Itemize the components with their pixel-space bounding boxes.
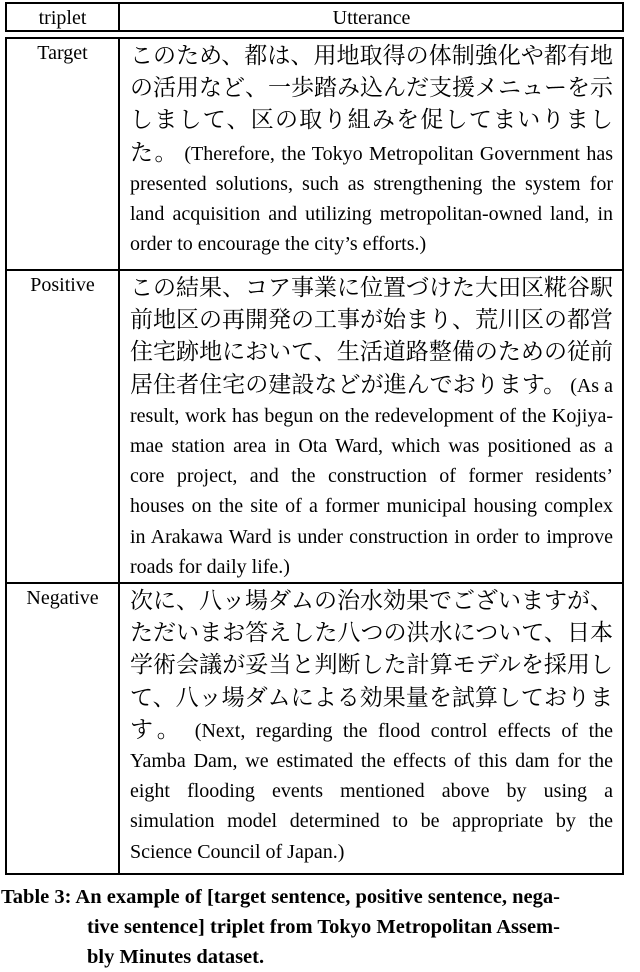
- caption-line-1: Table 3: An example of [target sentence, positive sentence, nega-: [1, 886, 560, 908]
- header-cell-triplet: triplet: [7, 4, 120, 30]
- utterance-cell-target: [120, 39, 622, 269]
- header-cell-utterance: Utterance: [332, 7, 411, 29]
- positive-english-translation: (As a result, work has begun on the redevelopment of the Kojiya-mae station area in Ota Ward, which was positioned as a core project, and the construction of former residents’ houses on the site of a former municipal housing complex in Arakawa Ward is under construction in order to improve roads for daily life.): [130, 374, 614, 578]
- row-label-negative: Negative: [7, 584, 120, 873]
- utterance-cell-positive: [120, 271, 622, 582]
- table-row-target: [7, 39, 622, 269]
- negative-japanese-text: 次に、八ッ場ダムの治水効果でございますが、ただいまお答えした八つの洪水について、日本学術会議が妥当と判断した計算モデルを採用して、八ッ場ダムによる効果量を試算しております。: [130, 588, 613, 742]
- table-body: [5, 37, 624, 875]
- table-row-negative: [7, 582, 622, 873]
- table-row-positive: [7, 269, 622, 582]
- positive-japanese-text: この結果、コア事業に位置づけた大田区糀谷駅前地区の再開発の工事が始まり、荒川区の都営住宅跡地において、生活道路整備のための従前居住者住宅の建設などが進んでおります。: [130, 275, 613, 397]
- target-japanese-text: このため、都は、用地取得の体制強化や都有地の活用など、一歩踏み込んだ支援メニューを示しまして、区の取り組みを促してまいりました。: [130, 43, 613, 165]
- row-label-target: Target: [7, 39, 120, 269]
- negative-english-translation: (Next, regarding the flood control effects of the Yamba Dam, we estimated the effects of this dam for the eight flooding events mentioned above by using a simulation model determined to be appropriate by the Science Council of Japan.): [130, 719, 614, 863]
- triplet-example-table: [5, 2, 624, 875]
- caption-line-3: bly Minutes dataset.: [87, 946, 265, 968]
- row-label-positive: Positive: [7, 271, 120, 582]
- caption-line-2: tive sentence] triplet from Tokyo Metropolitan Assem-: [87, 916, 560, 938]
- utterance-cell-negative: [120, 584, 622, 873]
- table-header-row: [5, 2, 624, 32]
- target-english-translation: (Therefore, the Tokyo Metropolitan Government has presented solutions, such as strengthening the system for land acquisition and utilizing metropolitan-owned land, in order to encourage the city’s efforts.): [130, 142, 614, 256]
- table-caption: [1, 882, 639, 972]
